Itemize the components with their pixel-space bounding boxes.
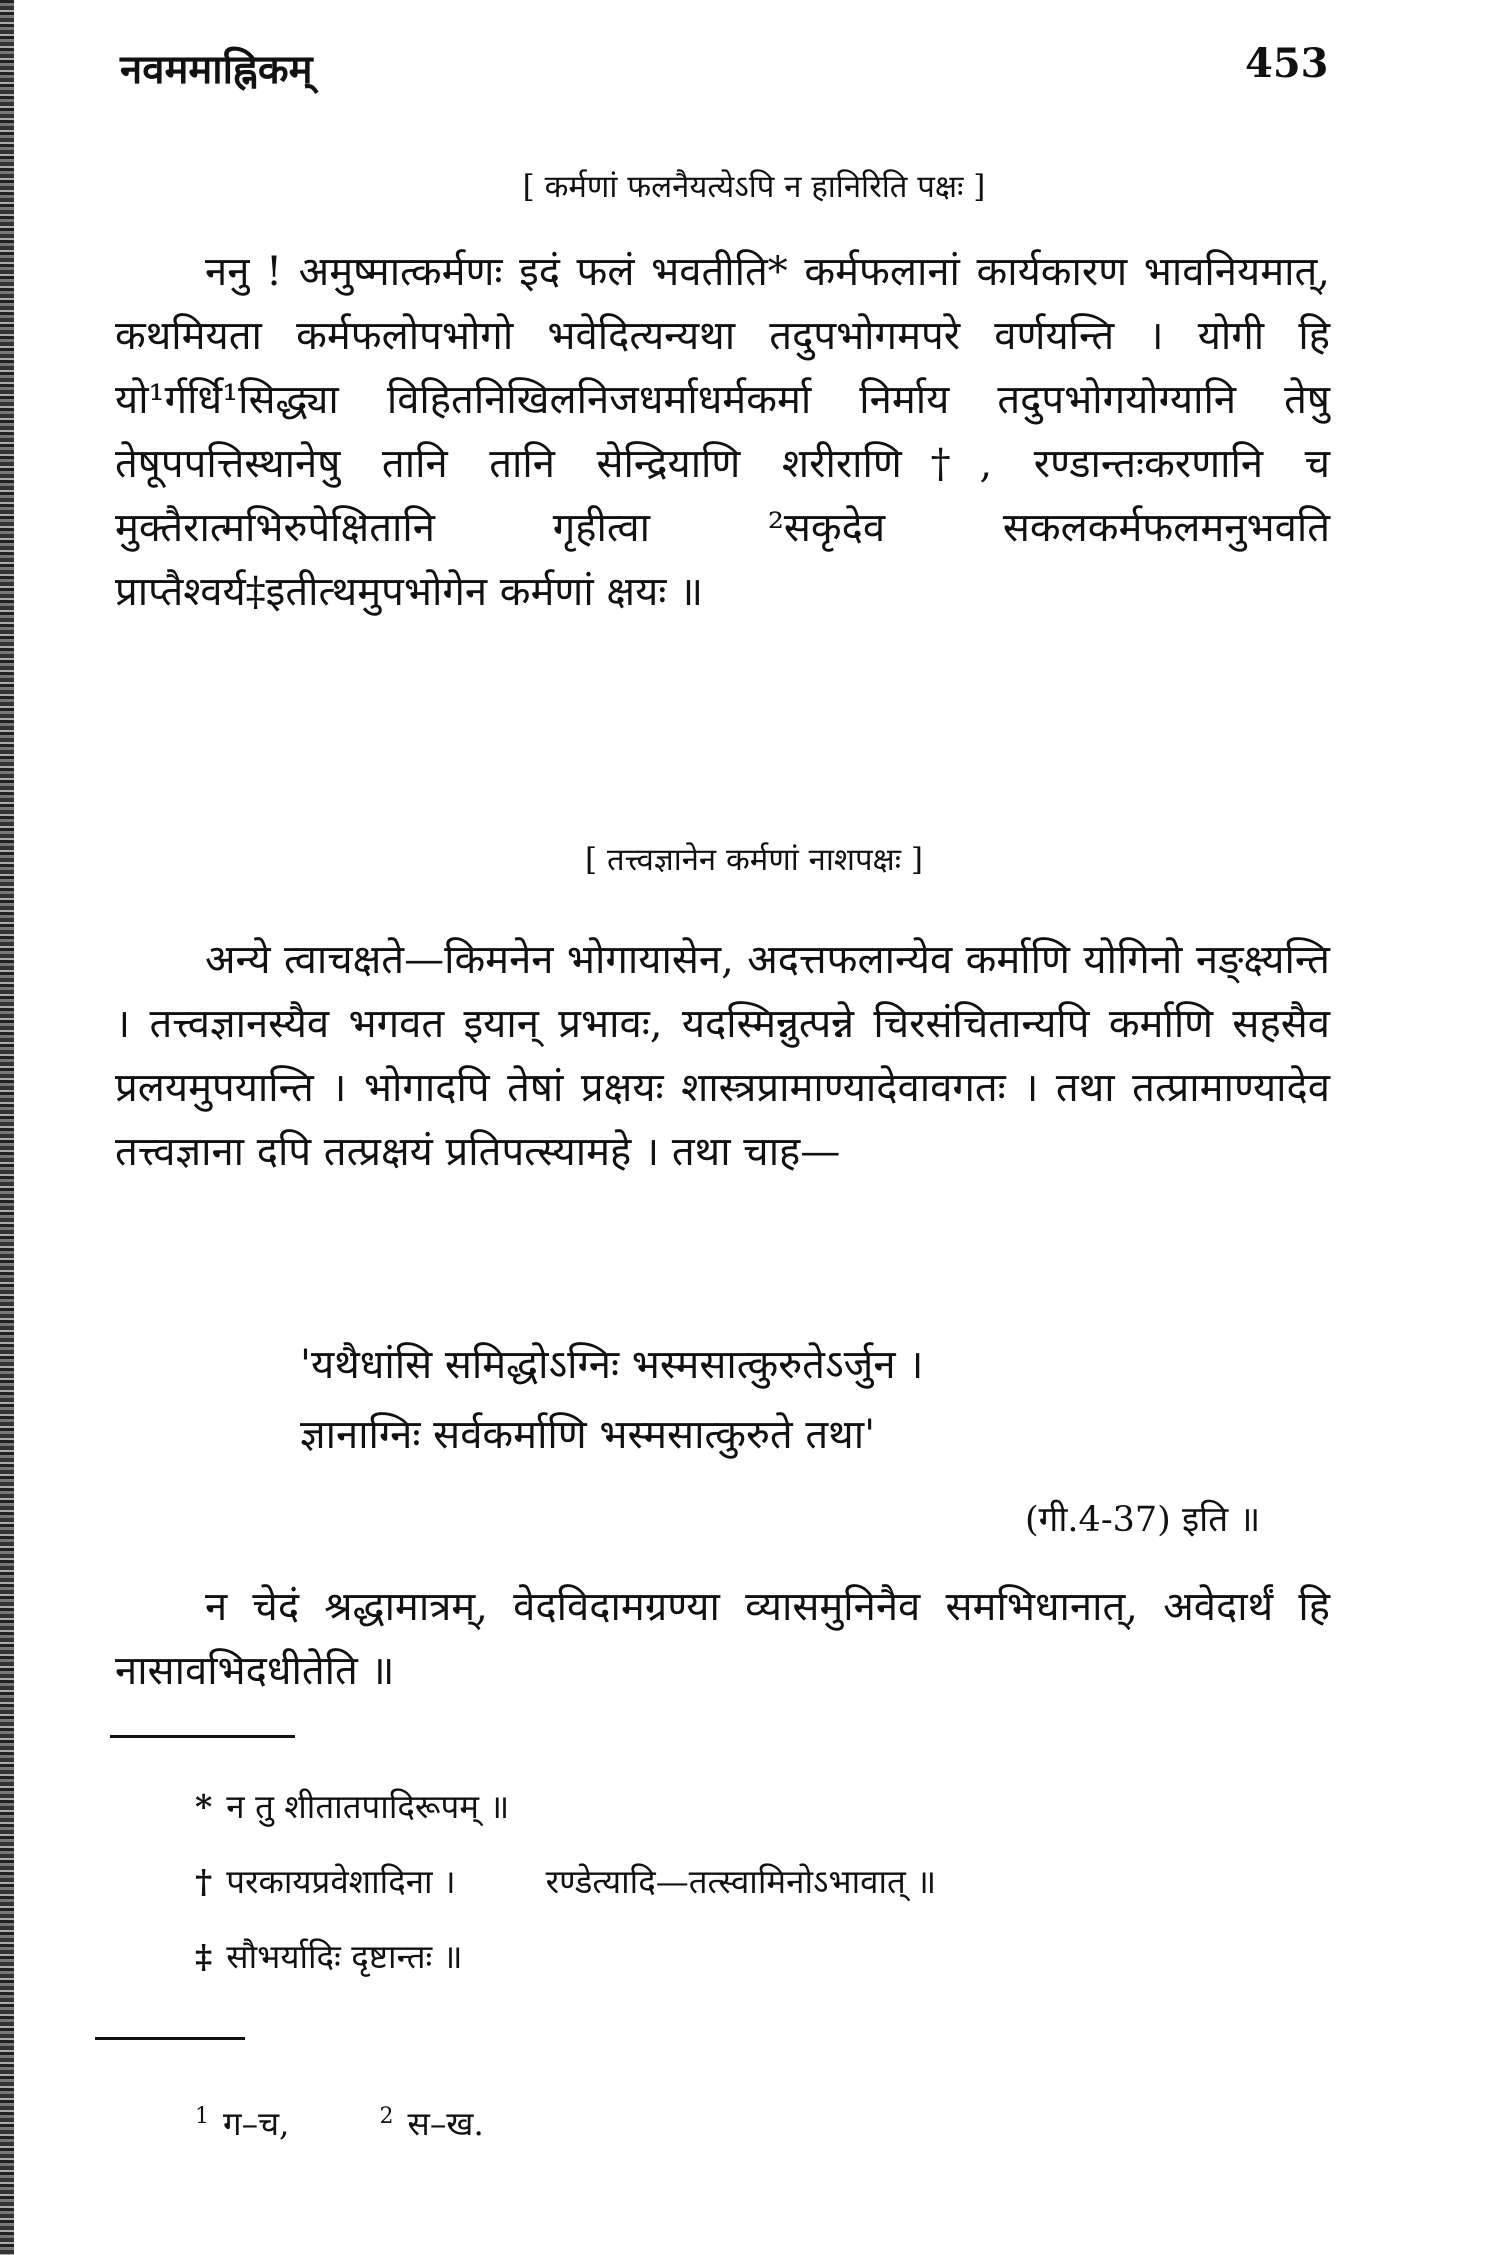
page-number: 453: [1245, 40, 1329, 87]
variants-separator: [95, 2037, 245, 2040]
running-header-title: नवममाह्निकम्: [120, 46, 313, 93]
footnote-separator: [110, 1735, 295, 1738]
verse-line-1: 'यथैधांसि समिद्धोऽग्निः भस्मसात्कुरुतेऽर्जुन ।: [300, 1342, 924, 1388]
footnote-mark: ‡: [195, 1937, 213, 1976]
section-heading-1: [ कर्मणां फलनैयत्येऽपि न हानिरिति पक्षः ]: [522, 169, 986, 205]
binding-edge: [0, 0, 14, 2255]
variant-mark-2: 2: [379, 2104, 394, 2129]
verse-line-2: ज्ञानाग्निः सर्वकर्माणि भस्मसात्कुरुते तथा': [300, 1412, 876, 1458]
footnote-text: न तु शीतातपादिरूपम् ॥: [226, 1787, 510, 1826]
footnote-text: सौभर्यादिः दृष्टान्तः ॥: [226, 1937, 463, 1976]
variant-mark-1: 1: [195, 2104, 209, 2129]
footnote-mark: †: [195, 1862, 213, 1901]
closing-paragraph-text: न चेदं श्रद्धामात्रम्, वेदविदामग्रण्या व्यासमुनिनैव समभिधानात्, अवेदार्थं हि नासावभिदधीतेति ॥: [115, 1584, 1330, 1694]
variant-readings: [195, 2095, 484, 2146]
footnote-text-extra: रण्डेत्यादि—तत्स्वामिनोऽभावात् ॥: [545, 1862, 937, 1901]
footnote-mark: *: [195, 1787, 213, 1826]
closing-paragraph: [115, 1575, 1330, 1703]
variant-text-1: ग–च,: [223, 2104, 290, 2143]
footnote-1: [195, 1785, 509, 1829]
paragraph-1-text: ननु ! अमुष्मात्कर्मणः इदं फलं भवतीति* कर्मफलानां कार्यकारण भावनियमात्, कथमियता कर्मफलोपभोगो भवेदित्यन्यथा तदुपभोगमपरे वर्णयन्ति । योगी हि यो¹र्गर्धि¹सिद्ध्या विहितनिखिलनिजधर्माधर्मकर्मा निर्माय तदुपभोगयोग्यानि तेषु तेषूपपत्तिस्थानेषु तानि तानि सेन्द्रियाणि शरीराणि†, रण्डान्तःकरणानि च मुक्तैरात्मभिरुपेक्षितानि गृहीत्वा ²सकृदेव सकलकर्मफलमनुभवति प्राप्तैश्वर्य‡इतीत्थमुपभोगेन कर्मणां क्षयः ॥: [115, 249, 1330, 615]
verse-reference: (गी.4-37) इति ॥: [1025, 1500, 1261, 1540]
footnote-2: [195, 1860, 936, 1904]
footnote-3: [195, 1935, 462, 1979]
paragraph-1: [115, 240, 1330, 624]
footnote-text: परकायप्रवेशादिना ।: [226, 1862, 456, 1901]
variant-text-2: स–ख.: [407, 2104, 484, 2143]
section-heading-2: [ तत्त्वज्ञानेन कर्मणां नाशपक्षः ]: [585, 842, 923, 878]
paragraph-2: [115, 928, 1330, 1184]
paragraph-2-text: अन्ये त्वाचक्षते—किमनेन भोगायासेन, अदत्तफलान्येव कर्माणि योगिनो नङ्क्ष्यन्ति । तत्त्वज्ञानस्यैव भगवत इयान् प्रभावः, यदस्मिन्नुत्पन्ने चिरसंचितान्यपि कर्माणि सहसैव प्रलयमुपयान्ति । भोगादपि तेषां प्रक्षयः शास्त्रप्रामाण्यादेवावगतः । तथा तत्प्रामाण्यादेव तत्त्वज्ञाना दपि तत्प्रक्षयं प्रतिपत्स्यामहे । तथा चाह—: [115, 937, 1330, 1175]
